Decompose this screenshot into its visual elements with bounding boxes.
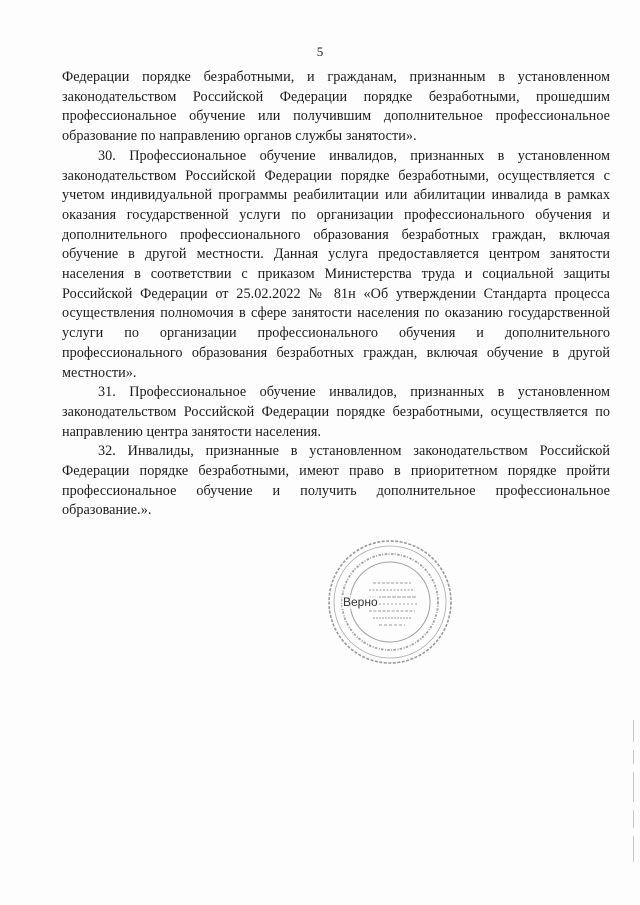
scan-artifact xyxy=(633,720,636,890)
stamp-verified-label: Верно xyxy=(343,595,378,609)
paragraph-continuation: Федерации порядке безработными, и гражданам, признанным в установленном законодательством Российской Федерации порядке безработными, прошедшим профессиональное обучение или получившим дополнительное профессиональное образование по направлению органов службы занятости». xyxy=(62,69,610,145)
paragraph-item-32: 32. Инвалиды, признанные в установленном законодательством Российской Федерации порядке безработными, имеют право в приоритетном порядке пройти профессиональное обучение и получить дополнительное профессиональное образование.». xyxy=(62,443,610,519)
document-body xyxy=(62,68,610,521)
paragraph-item-31: 31. Профессиональное обучение инвалидов, признанных в установленном законодательством Российской Федерации порядке безработными, осуществляется по направлению центра занятости населения. xyxy=(62,384,610,440)
page-number: 5 xyxy=(316,44,324,59)
paragraph-item-30: 30. Профессиональное обучение инвалидов, признанных в установленном законодательством Российской Федерации порядке безработными, осуществляется с учетом индивидуальной программы реабилитации или абилитации инвалида в рамках оказания государственной услуги по организации профессионального обучения и дополнительного профессионального образования безработных граждан, включая обучение в другой местности. Данная услуга предоставляется центром занятости населения в соответствии с приказом Министерства труда и социальной защиты Российской Федерации от 25.02.2022 № 81н «Об утверждении Стандарта процесса осуществления полномочия в сфере занятости населения по оказанию государственной услуги по организации профессионального обучения и дополнительного профессионального образования безработных граждан, включая обучение в другой местности». xyxy=(62,147,610,381)
